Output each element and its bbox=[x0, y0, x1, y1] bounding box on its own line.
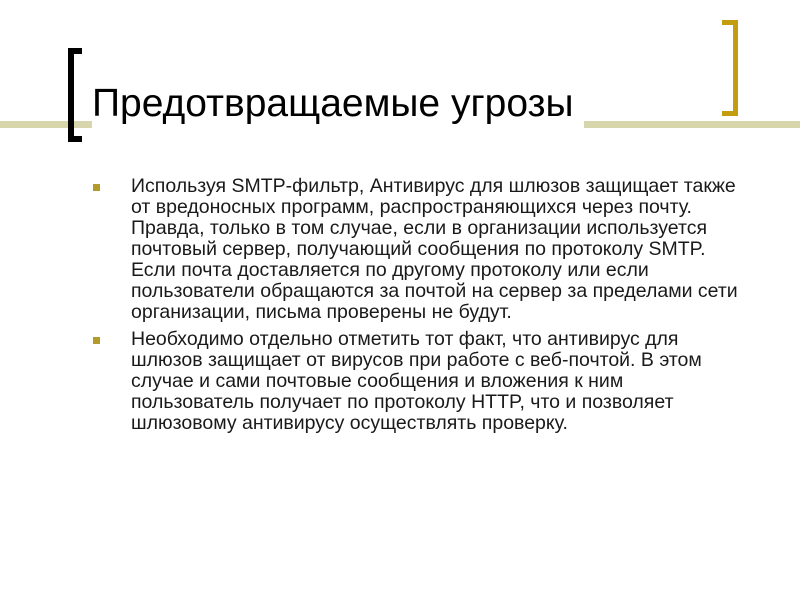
list-item bbox=[90, 329, 750, 434]
bullet-text: Необходимо отдельно отметить тот факт, что антивирус для шлюзов защищает от вирусов при работе с веб-почтой. В этом случае и сами почтовые сообщения и вложения к ним пользователь получает по протоколу HTTP, что и позволяет шлюзовому антивирусу осуществлять проверку. bbox=[131, 328, 702, 434]
bullet-list bbox=[90, 176, 750, 440]
list-item bbox=[90, 176, 750, 323]
bullet-text: Используя SMTP-фильтр, Антивирус для шлюзов защищает также от вредоносных программ, распространяющихся через почту. Правда, только в том случае, если в организации используется почтовый сервер, получающий сообщения по протоколу SMTP. Если почта доставляется по другому протоколу или если пользователи обращаются за почтой на сервер за пределами сети организации, письма проверены не будут. bbox=[131, 175, 738, 323]
left-bracket-decoration bbox=[68, 48, 82, 142]
slide-title: Предотвращаемые угрозы bbox=[92, 80, 584, 128]
square-bullet-icon bbox=[93, 184, 100, 191]
square-bullet-icon bbox=[93, 337, 100, 344]
right-bracket-decoration bbox=[722, 20, 738, 116]
